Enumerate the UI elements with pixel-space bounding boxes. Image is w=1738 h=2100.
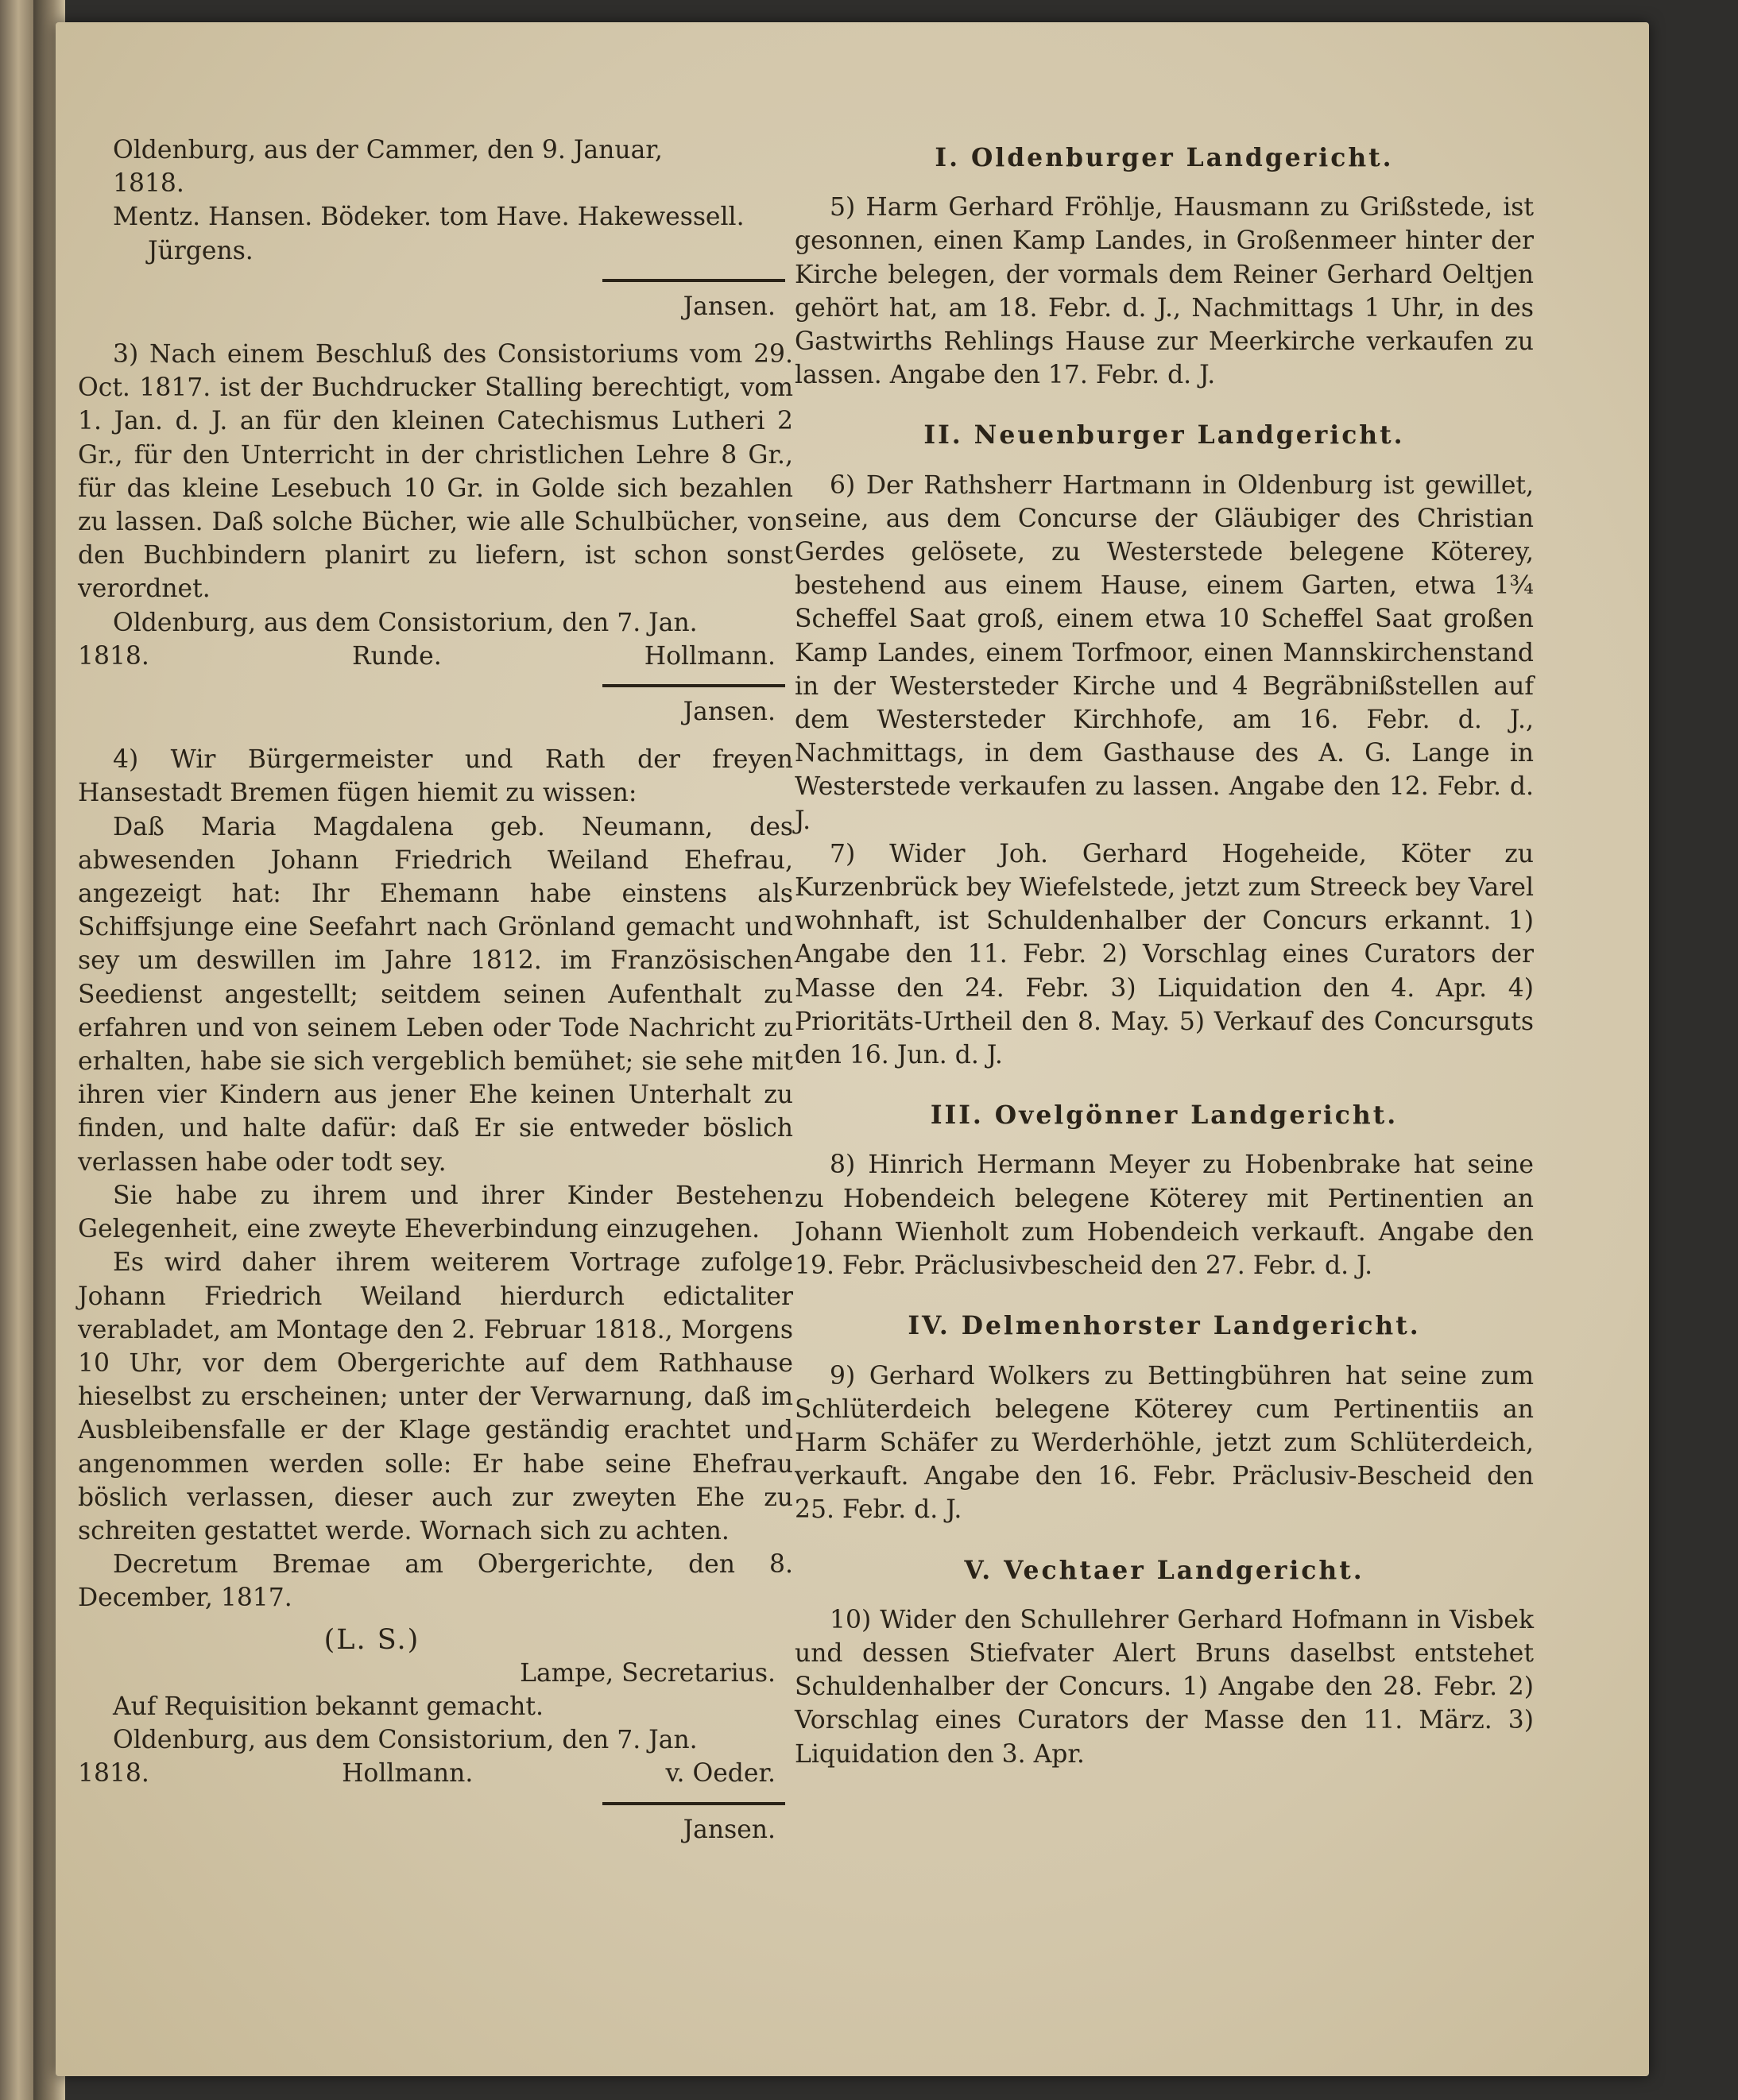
signers-line-2: Jürgens.: [148, 236, 254, 265]
facing-page-edge: [0, 0, 33, 2100]
header-year: 1818.: [113, 169, 184, 199]
final-closing-year: 1818.: [78, 1759, 149, 1789]
secretary-line: Lampe, Secretarius.: [520, 1658, 776, 1688]
final-closing-signer-1: Hollmann.: [342, 1759, 474, 1789]
item-3-closing-signer-2: Hollmann.: [644, 641, 776, 671]
item-4-decree: Decretum Bremae am Obergerichte, den 8. December, 1817.: [78, 1550, 793, 1613]
item-3-closing-place: Oldenburg, aus dem Consistorium, den 7. Jan.: [113, 608, 698, 637]
final-closing-signers: [78, 1757, 793, 1790]
item-3-closing-signer-1: Runde.: [351, 641, 442, 671]
item-3-closing-year: 1818.: [78, 641, 149, 671]
heading-neuenburger-landgericht: II. Neuenburger Landgericht.: [923, 421, 1405, 451]
signature-rule: [602, 1802, 785, 1805]
seal-mark: (L. S.): [323, 1623, 420, 1656]
item-4-intro: 4) Wir Bürgermeister und Rath der freyen Hansestadt Bremen fügen hiemit zu wissen:: [78, 745, 793, 808]
item-3-closing-signers: [78, 640, 793, 673]
item-10-text: 10) Wider den Schullehrer Gerhard Hofmann in Visbek und dessen Stiefvater Alert Bruns daselbst entstehet Schuldenhalber der Concurs. 1) Angabe den 28. Febr. 2) Vorschlag eines Curators der Masse den 11. März. 3) Liquidation den 3. Apr.: [795, 1605, 1534, 1769]
item-4-body: Daß Maria Magdalena geb. Neumann, des abwesenden Johann Friedrich Weiland Ehefrau, angezeigt hat: Ihr Ehemann habe einstens als Schiffsjunge eine Seefahrt nach Grönland gemacht und sey um deswillen im Jahre 1812. im Französischen Seedienst angestellt; seitdem seinen Aufenthalt zu erfahren und von seinem Leben oder Tode Nachricht zu erhalten, habe sie sich vergeblich bemühet; sie sehe mit ihren vier Kindern aus jener Ehe keinen Unterhalt zu finden, und halte dafür: daß Er sie entweder böslich verlassen habe oder todt sey.: [78, 812, 793, 1177]
header-line: Oldenburg, aus der Cammer, den 9. Januar,: [113, 136, 663, 164]
newspaper-page: [56, 22, 1649, 2076]
signature-jansen-3: Jansen.: [683, 1815, 776, 1844]
left-column: [78, 133, 793, 1847]
right-column: [795, 133, 1534, 1771]
item-3-text: 3) Nach einem Beschluß des Consistoriums vom 29. Oct. 1817. ist der Buchdrucker Stalling berechtigt, vom 1. Jan. d. J. an für den kleinen Catechismus Lutheri 2 Gr., für den Unterricht in der christlichen Lehre 8 Gr., für das kleine Lesebuch 10 Gr. in Golde sich bezahlen zu lassen. Daß solche Bücher, wie alle Schulbücher, von den Buchbindern planirt zu liefern, ist schon sonst verordnet.: [78, 340, 793, 604]
item-8-text: 8) Hinrich Hermann Meyer zu Hobenbrake hat seine zu Hobendeich belegene Köterey mit Pertinentien an Johann Wienholt zum Hobendeich verkauft. Angabe den 19. Febr. Präclusivbescheid den 27. Febr. d. J.: [795, 1151, 1534, 1281]
item-9-text: 9) Gerhard Wolkers zu Bettingbühren hat seine zum Schlüterdeich belegene Köterey cum Pertinentiis an Harm Schäfer zu Werderhöhle, jetzt zum Schlüterdeich, verkauft. Angabe den 16. Febr. Präclusiv-Bescheid den 25. Febr. d. J.: [795, 1361, 1534, 1525]
signature-rule: [602, 279, 785, 282]
final-closing-signer-2: v. Oeder.: [665, 1759, 776, 1789]
heading-delmenhorster-landgericht: IV. Delmenhorster Landgericht.: [908, 1312, 1421, 1341]
item-4-body-2: Sie habe zu ihrem und ihrer Kinder Bestehen Gelegenheit, eine zweyte Eheverbindung einzugehen.: [78, 1181, 793, 1244]
signers-line: Mentz. Hansen. Bödeker. tom Have. Hakewessell.: [113, 203, 745, 232]
heading-vechtaer-landgericht: V. Vechtaer Landgericht.: [964, 1556, 1364, 1585]
item-6-text: 6) Der Rathsherr Hartmann in Oldenburg ist gewillet, seine, aus dem Concurse der Gläubiger des Christian Gerdes gelösete, zu Westerstede belegene Köterey, bestehend aus einem Hause, einem Garten, etwa 1¾ Scheffel Saat groß, einem etwa 10 Scheffel Saat großen Kamp Landes, einem Torfmoor, einen Mannskirchenstand in der Westersteder Kirche und 4 Begräbnißstellen auf dem Westersteder Kirchhofe, am 16. Febr. d. J., Nachmittags, in dem Gasthause des A. G. Lange in Westerstede verkaufen zu lassen. Angabe den 12. Febr. d. J.: [795, 470, 1534, 835]
heading-ovelgoenner-landgericht: III. Ovelgönner Landgericht.: [930, 1101, 1399, 1131]
requisition-line: Auf Requisition bekannt gemacht.: [113, 1692, 544, 1721]
signature-rule: [602, 684, 785, 687]
signature-jansen-2: Jansen.: [683, 698, 776, 727]
signature-jansen-1: Jansen.: [683, 292, 776, 321]
heading-oldenburger-landgericht: I. Oldenburger Landgericht.: [935, 144, 1394, 172]
item-5-text: 5) Harm Gerhard Fröhlje, Hausmann zu Grißstede, ist gesonnen, einen Kamp Landes, in Großenmeer hinter der Kirche belegen, der vormals dem Reiner Gerhard Oeltjen gehört hat, am 18. Febr. d. J., Nachmittags 1 Uhr, in des Gastwirths Rehlings Hause zur Meerkirche verkaufen zu lassen. Angabe den 17. Febr. d. J.: [795, 193, 1534, 390]
item-7-text: 7) Wider Joh. Gerhard Hogeheide, Köter zu Kurzenbrück bey Wiefelstede, jetzt zum Streeck bey Varel wohnhaft, ist Schuldenhalber der Concurs erkannt. 1) Angabe den 11. Febr. 2) Vorschlag eines Curators der Masse den 24. Febr. 3) Liquidation den 4. Apr. 4) Prioritäts-Urtheil den 8. May. 5) Verkauf des Concursguts den 16. Jun. d. J.: [795, 839, 1534, 1070]
item-4-body-3: Es wird daher ihrem weiterem Vortrage zufolge Johann Friedrich Weiland hierdurch edictaliter verabladet, am Montage den 2. Februar 1818., Morgens 10 Uhr, vor dem Obergerichte auf dem Rathhause hieselbst zu erscheinen; unter der Verwarnung, daß im Ausbleibensfalle er der Klage geständig erachtet und angenommen werden solle: Er habe seine Ehefrau böslich verlassen, dieser auch zur zweyten Ehe zu schreiten gestattet werde. Wornach sich zu achten.: [78, 1248, 793, 1545]
final-closing-place: Oldenburg, aus dem Consistorium, den 7. Jan.: [113, 1726, 698, 1755]
